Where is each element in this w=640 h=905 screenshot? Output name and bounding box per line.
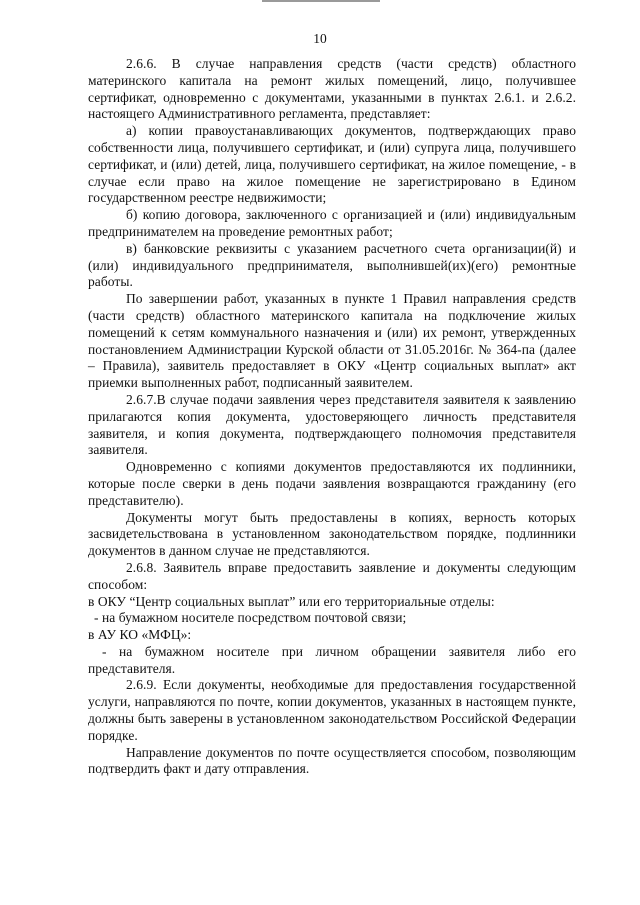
- paragraph-2-6-6: 2.6.6. В случае направления средств (части средств) областного материнского капитала на ремонт жилых помещений, лицо, получившее сертификат, одновременно с документами, указанными в пунктах 2.6.1. и 2.6.2. настоящего Административного регламента, представляет:: [88, 56, 576, 122]
- paragraph-postal-option: - на бумажном носителе посредством почтовой связи;: [94, 610, 407, 626]
- paragraph-item-b: б) копию договора, заключенного с организацией и (или) индивидуальным предпринимателем на проведение ремонтных работ;: [88, 207, 576, 239]
- paragraph-mail-confirmation: Направление документов по почте осуществляется способом, позволяющим подтвердить факт и дату отправления.: [88, 744, 576, 777]
- paragraph-item-a: а) копии правоустанавливающих документов, подтверждающих право собственности лица, получившего сертификат, и (или) супруга лица, получившего сертификат, и (или) детей, лица, получившего сертификат, на жилое помещение, - в случае если право на жилое помещение не зарегистрировано в Едином государственном реестре недвижимости;: [88, 123, 576, 206]
- paragraph-originals: Одновременно с копиями документов предоставляются их подлинники, которые после сверки в день подачи заявления возвращаются гражданину (его представителю).: [88, 459, 576, 508]
- paragraph-2-6-7: 2.6.7.В случае подачи заявления через представителя заявителя к заявлению прилагаются копия документа, удостоверяющего личность представителя заявителя, и копия документа, подтверждающего полномочия представителя заявителя.: [88, 391, 576, 458]
- paragraph-2-6-9: 2.6.9. Если документы, необходимые для предоставления государственной услуги, направляются по почте, копии документов, указанных в настоящем пункте, должны быть заверены в установленном законодательством Российской Федерации порядке.: [88, 677, 576, 743]
- paragraph-csv-offices: в ОКУ “Центр социальных выплат” или его территориальные отделы:: [88, 593, 495, 609]
- paragraph-copies: Документы могут быть предоставлены в копиях, верность которых засвидетельствована в установленном законодательством порядке, подлинники документов в данном случае не представляются.: [88, 509, 576, 559]
- top-rule: [262, 0, 380, 2]
- paragraph-item-v: в) банковские реквизиты с указанием расчетного счета организации(й) и (или) индивидуального предпринимателя, выполнившей(их)(его) ремонтные работы.: [88, 240, 576, 290]
- paragraph-completion-of-works: По завершении работ, указанных в пункте 1 Правил направления средств (части средств) областного материнского капитала на подключение жилых помещений к сетям коммунального назначения и (или) их ремонт, утвержденных постановлением Администрации Курской области от 31.05.2016г. № 364-па (далее – Правила), заявитель предоставляет в ОКУ «Центр социальных выплат» акт приемки выполненных работ, подписанный заявителем.: [88, 291, 576, 391]
- paragraph-mfc: в АУ КО «МФЦ»:: [88, 627, 192, 643]
- document-body: [88, 56, 576, 778]
- paragraph-personal-visit: - на бумажном носителе при личном обращении заявителя либо его представителя.: [88, 643, 576, 676]
- page-number: 10: [313, 31, 327, 46]
- paragraph-2-6-8: 2.6.8. Заявитель вправе предоставить заявление и документы следующим способом:: [88, 559, 576, 592]
